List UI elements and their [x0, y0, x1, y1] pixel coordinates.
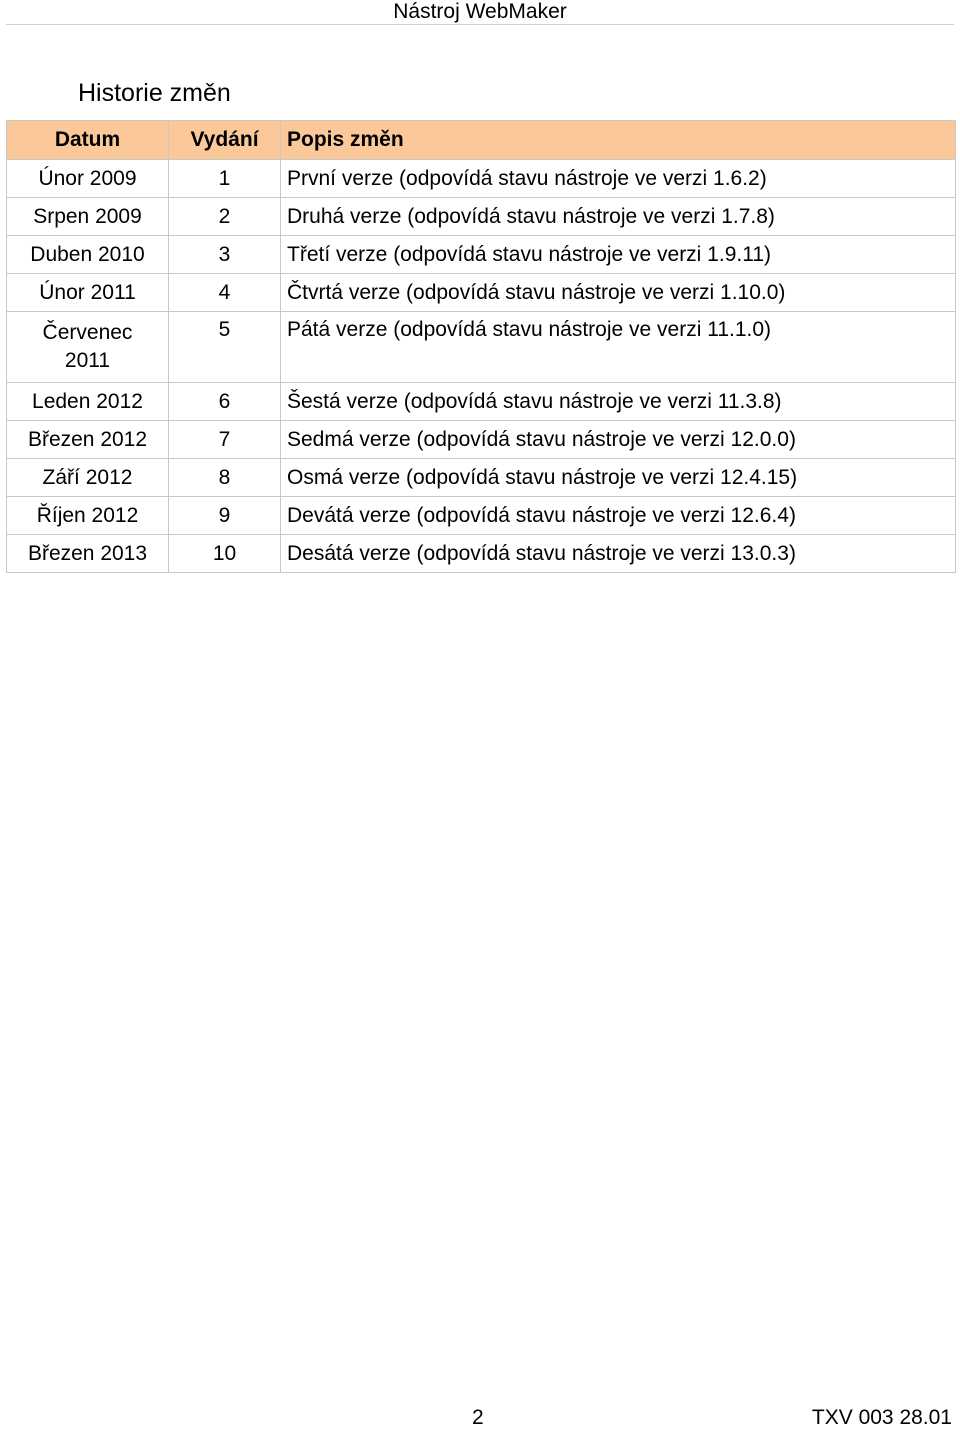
- row-description: Pátá verze (odpovídá stavu nástroje ve verzi 11.1.0): [281, 312, 956, 383]
- table-row: [7, 312, 956, 383]
- page-footer: [0, 1405, 960, 1431]
- column-header-description: Popis změn: [281, 121, 956, 160]
- row-release: 9: [169, 497, 281, 535]
- column-header-date: Datum: [7, 121, 169, 160]
- row-date: Říjen 2012: [7, 497, 169, 535]
- row-date: [7, 312, 169, 383]
- row-release: 1: [169, 160, 281, 198]
- page-number: 2: [472, 1406, 484, 1429]
- row-release: 8: [169, 459, 281, 497]
- row-release: 3: [169, 236, 281, 274]
- column-header-release: Vydání: [169, 121, 281, 160]
- table-row: [7, 274, 956, 312]
- section-title: Historie změn: [78, 79, 231, 107]
- table-row: [7, 198, 956, 236]
- row-description: Devátá verze (odpovídá stavu nástroje ve verzi 12.6.4): [281, 497, 956, 535]
- row-description: První verze (odpovídá stavu nástroje ve verzi 1.6.2): [281, 160, 956, 198]
- row-date: Únor 2011: [7, 274, 169, 312]
- row-description: Desátá verze (odpovídá stavu nástroje ve verzi 13.0.3): [281, 535, 956, 573]
- row-release: 7: [169, 421, 281, 459]
- row-date: Leden 2012: [7, 383, 169, 421]
- row-description: Druhá verze (odpovídá stavu nástroje ve verzi 1.7.8): [281, 198, 956, 236]
- table-row: [7, 497, 956, 535]
- row-description: Osmá verze (odpovídá stavu nástroje ve verzi 12.4.15): [281, 459, 956, 497]
- row-date: Březen 2013: [7, 535, 169, 573]
- page-header-title: Nástroj WebMaker: [393, 0, 567, 23]
- row-release: 10: [169, 535, 281, 573]
- row-description: Třetí verze (odpovídá stavu nástroje ve verzi 1.9.11): [281, 236, 956, 274]
- row-release: 4: [169, 274, 281, 312]
- row-date: Duben 2010: [7, 236, 169, 274]
- header-divider: [6, 24, 954, 25]
- document-id: TXV 003 28.01: [811, 1406, 952, 1429]
- row-release: 2: [169, 198, 281, 236]
- row-release: 5: [169, 312, 281, 383]
- row-date: Srpen 2009: [7, 198, 169, 236]
- row-date: Únor 2009: [7, 160, 169, 198]
- row-date: Září 2012: [7, 459, 169, 497]
- table-header-row: [7, 121, 956, 160]
- table-row: [7, 421, 956, 459]
- row-description: Čtvrtá verze (odpovídá stavu nástroje ve verzi 1.10.0): [281, 274, 956, 312]
- row-description: Šestá verze (odpovídá stavu nástroje ve verzi 11.3.8): [281, 383, 956, 421]
- row-date-line-1: Červenec: [42, 321, 133, 344]
- row-date: Březen 2012: [7, 421, 169, 459]
- table-row: [7, 535, 956, 573]
- table-row: [7, 160, 956, 198]
- row-date-line-2: 2011: [64, 349, 111, 372]
- row-description: Sedmá verze (odpovídá stavu nástroje ve verzi 12.0.0): [281, 421, 956, 459]
- row-release: 6: [169, 383, 281, 421]
- table-row: [7, 236, 956, 274]
- change-history-table: [6, 120, 956, 573]
- table-row: [7, 459, 956, 497]
- table-row: [7, 383, 956, 421]
